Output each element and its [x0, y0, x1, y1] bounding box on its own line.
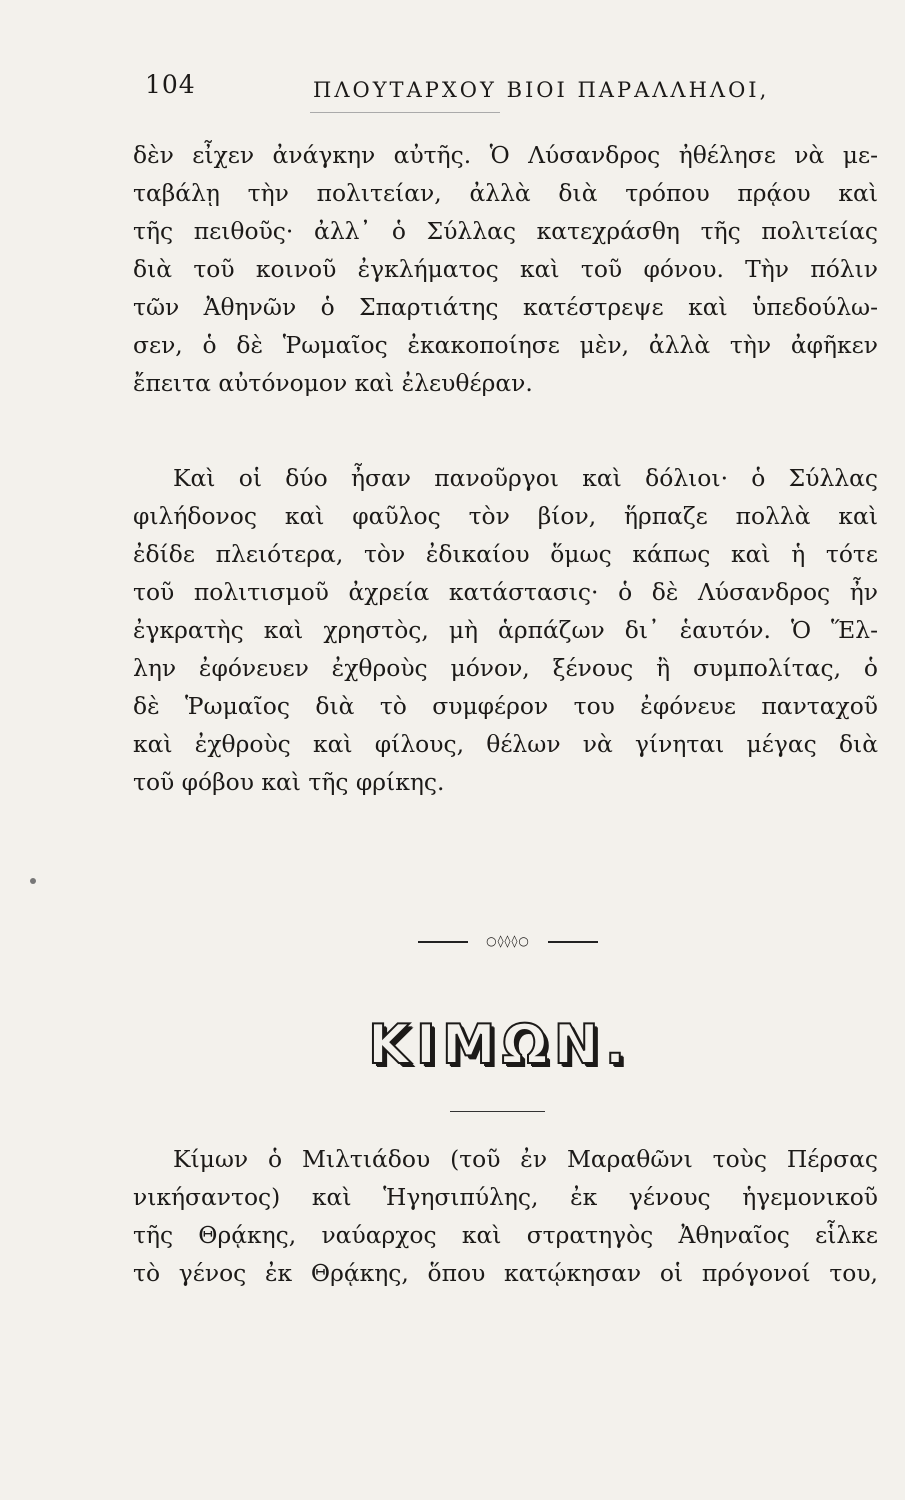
- text-line: καὶ ἐχθροὺς καὶ φίλους, θέλων νὰ γίνηται μέγας διὰ: [133, 730, 878, 758]
- ornament-line-left: [418, 941, 468, 943]
- paragraph-3: [133, 1140, 878, 1292]
- text-line: δὲν εἶχεν ἀνάγκην αὐτῆς. Ὁ Λύσανδρος ἠθέλησε νὰ με-: [133, 141, 878, 169]
- ornament-line-right: [548, 941, 598, 943]
- text-line: λην ἐφόνευεν ἐχθροὺς μόνον, ξένους ἢ συμπολίτας, ὁ: [133, 654, 878, 682]
- text-line: διὰ τοῦ κοινοῦ ἐγκλήματος καὶ τοῦ φόνου. Τὴν πόλιν: [133, 255, 878, 283]
- page-header: [145, 70, 875, 110]
- text-line: τῆς πειθοῦς· ἀλλ᾽ ὁ Σύλλας κατεχράσθη τῆς πολιτείας: [133, 217, 878, 245]
- text-line: τὸ γένος ἐκ Θρᾴκης, ὅπου κατῴκησαν οἱ πρόγονοί του,: [133, 1259, 878, 1287]
- chapter-title: ΚΙΜΩΝ.: [368, 1013, 632, 1076]
- text-line: σεν, ὁ δὲ Ῥωμαῖος ἐκακοποίησε μὲν, ἀλλὰ τὴν ἀφῆκεν: [133, 331, 878, 359]
- running-head: ΠΛΟΥΤΑΡΧΟΥ ΒΙΟΙ ΠΑΡΑΛΛΗΛΟΙ,: [313, 78, 770, 102]
- ink-spot: [30, 878, 36, 884]
- text-line: Καὶ οἱ δύο ἦσαν πανοῦργοι καὶ δόλιοι· ὁ Σύλλας: [173, 464, 878, 492]
- title-rule: [450, 1111, 545, 1112]
- text-line: τοῦ φόβου καὶ τῆς φρίκης.: [133, 768, 445, 796]
- page-number: 104: [145, 70, 196, 99]
- ornament-center: ○◊◊◊○: [486, 934, 530, 948]
- paragraph-1: [133, 136, 878, 402]
- text-line: Κίμων ὁ Μιλτιάδου (τοῦ ἐν Μαραθῶνι τοὺς Πέρσας: [173, 1145, 878, 1173]
- header-rule: [310, 112, 500, 113]
- text-line: ἐδίδε πλειότερα, τὸν ἐδικαίου ὅμως κάπως καὶ ἡ τότε: [133, 540, 878, 568]
- text-line: τῶν Ἀθηνῶν ὁ Σπαρτιάτης κατέστρεψε καὶ ὑπεδούλω-: [133, 293, 878, 321]
- text-line: ἔπειτα αὐτόνομον καὶ ἐλευθέραν.: [133, 369, 533, 397]
- text-line: ταβάλῃ τὴν πολιτείαν, ἀλλὰ διὰ τρόπου πρᾴου καὶ: [133, 179, 878, 207]
- text-line: φιλήδονος καὶ φαῦλος τὸν βίον, ἥρπαζε πολλὰ καὶ: [133, 502, 878, 530]
- section-ornament: [418, 931, 598, 951]
- text-line: νικήσαντος) καὶ Ἡγησιπύλης, ἐκ γένους ἡγεμονικοῦ: [133, 1183, 878, 1211]
- text-line: τοῦ πολιτισμοῦ ἀχρεία κατάστασις· ὁ δὲ Λύσανδρος ἦν: [133, 578, 878, 606]
- text-line: δὲ Ῥωμαῖος διὰ τὸ συμφέρον του ἐφόνευε πανταχοῦ: [133, 692, 878, 720]
- text-line: τῆς Θρᾴκης, ναύαρχος καὶ στρατηγὸς Ἀθηναῖος εἷλκε: [133, 1221, 878, 1249]
- text-line: ἐγκρατὴς καὶ χρηστὸς, μὴ ἁρπάζων δι᾽ ἑαυτόν. Ὁ Ἕλ-: [133, 616, 878, 644]
- paragraph-2: [133, 459, 878, 801]
